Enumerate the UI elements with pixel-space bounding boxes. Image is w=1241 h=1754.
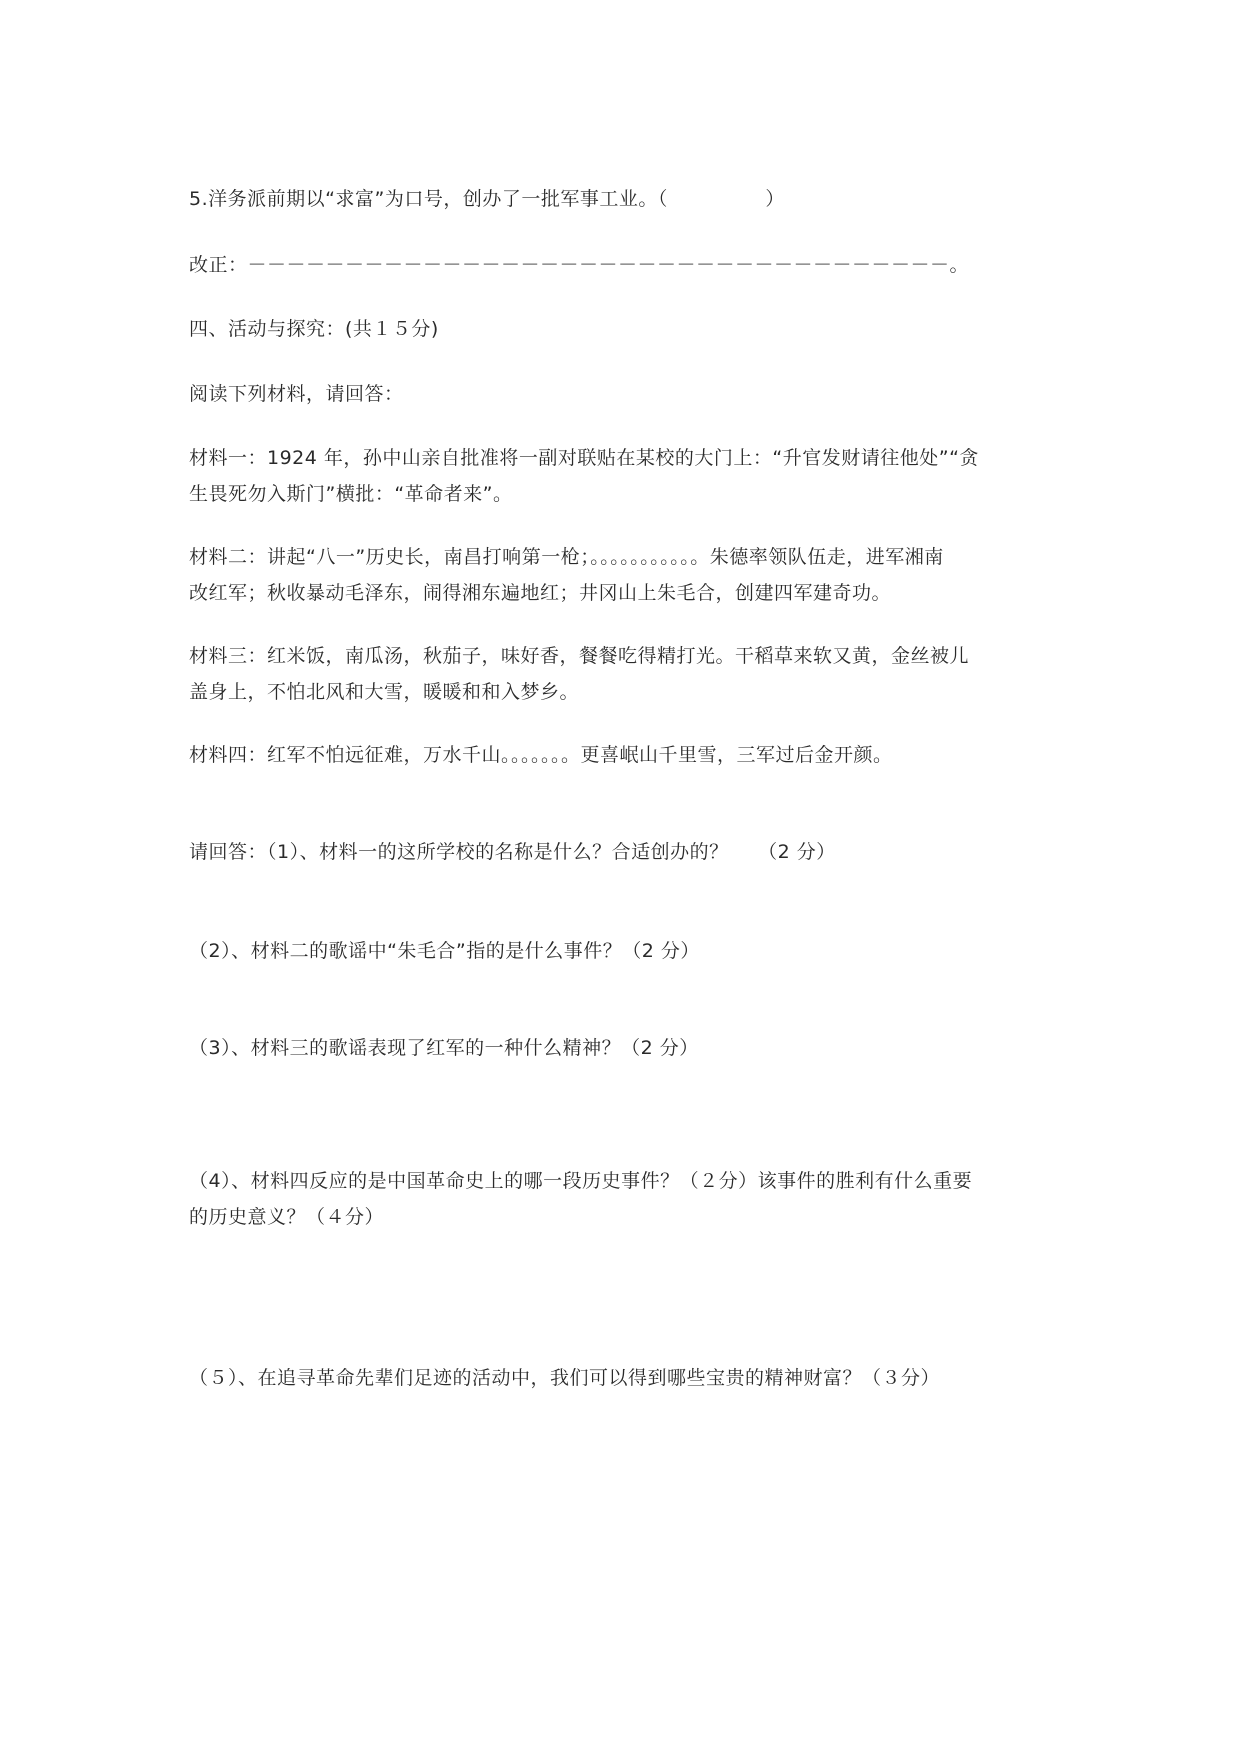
- question-4-line-1: （4）、材料四反应的是中国革命史上的哪一段历史事件？（２分）该事件的胜利有什么重要: [189, 1170, 973, 1192]
- reading-instruction: 阅读下列材料，请回答：: [189, 383, 404, 405]
- question-4-line-2: 的历史意义？（４分）: [189, 1206, 385, 1228]
- question-3: （3）、材料三的歌谣表现了红军的一种什么精神？（2 分）: [189, 1037, 699, 1059]
- section-heading: 四、活动与探究：(共１５分): [189, 318, 439, 340]
- material-4: [189, 737, 1069, 773]
- material-3-line-1: 材料三：红米饭，南瓜汤，秋茄子，味好香，餐餐吃得精打光。干稻草来软又黄，金丝被儿: [189, 645, 970, 667]
- material-3-line-2: 盖身上，不怕北风和大雪，暖暖和和入梦乡。: [189, 681, 580, 703]
- statement-5: 5.洋务派前期以“求富”为口号，创办了一批军事工业。（ ）: [189, 188, 785, 210]
- material-4-line-1: 材料四：红军不怕远征难，万水千山。。。。。。。更喜岷山千里雪，三军过后金开颜。: [189, 744, 893, 766]
- material-3: [189, 638, 1069, 710]
- question-4: [189, 1163, 1069, 1235]
- question-1: 请回答：（1）、材料一的这所学校的名称是什么？合适创办的？ （2 分）: [189, 841, 836, 863]
- material-2: [189, 539, 1069, 611]
- question-5: （５）、在追寻革命先辈们足迹的活动中，我们可以得到哪些宝贵的精神财富？（３分）: [189, 1367, 941, 1389]
- material-2-line-2: 改红军；秋收暴动毛泽东，闹得湘东遍地红；井冈山上朱毛合，创建四军建奇功。: [189, 582, 892, 604]
- correction-line: 改正：－－－－－－－－－－－－－－－－－－－－－－－－－－－－－－－－－－－－。: [189, 254, 970, 276]
- question-2: （2）、材料二的歌谣中“朱毛合”指的是什么事件？（2 分）: [189, 940, 700, 962]
- material-1: [189, 440, 1069, 512]
- material-1-line-2: 生畏死勿入斯门”横批：“革命者来”。: [189, 483, 513, 505]
- material-1-line-1: 材料一：1924 年，孙中山亲自批准将一副对联贴在某校的大门上：“升官发财请往他处”“贪: [189, 447, 979, 469]
- material-2-line-1: 材料二：讲起“八一”历史长，南昌打响第一枪；。。。。。。。。。。。朱德率领队伍走，进军湘南: [189, 546, 944, 568]
